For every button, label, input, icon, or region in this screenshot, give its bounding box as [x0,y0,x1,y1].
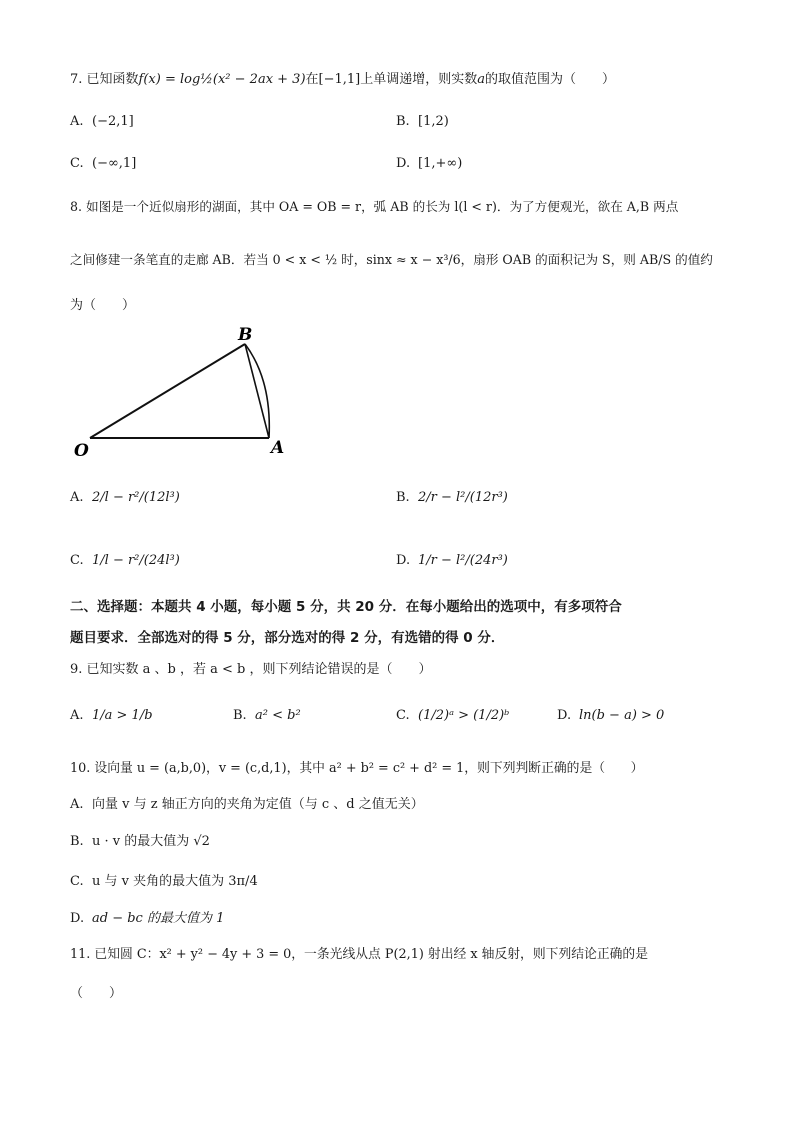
option-text: u · v 的最大值为 √2 [92,834,210,849]
option-text: (−2,1] [92,114,134,129]
option-letter: B. [396,490,410,505]
option-text: a² < b² [255,708,301,723]
q9-option-b[interactable] [233,706,301,726]
section2-heading-line2: 题目要求．全部选对的得 5 分，部分选对的得 2 分，有选错的得 0 分． [70,630,505,646]
q8-option-c[interactable] [70,551,180,571]
q7-var: a [477,72,486,87]
q7-option-d[interactable] [396,154,462,174]
q7-stem-mid: 在[−1,1]上单调递增，则实数 [305,72,478,87]
option-letter: A. [70,797,84,812]
q8-option-d[interactable] [396,551,508,571]
option-letter: C. [70,874,84,889]
q10-option-c[interactable] [70,872,258,892]
q9-option-c[interactable] [396,706,509,726]
q7-formula: f(x) = log½(x² − 2ax + 3) [138,72,306,87]
q7-option-a[interactable] [70,112,134,132]
q9-option-d[interactable] [557,706,664,726]
option-letter: B. [233,708,247,723]
q8-option-a[interactable] [70,488,180,508]
q8-stem-line1: 8. 如图是一个近似扇形的湖面，其中 OA = OB = r，弧 AB 的长为 l(l < r)．为了方便观光，欲在 A,B 两点 [70,199,679,214]
segment-ob [90,344,245,438]
q7-stem [70,70,615,90]
option-text: 1/r − l²/(24r³) [418,553,508,568]
point-b-label: B [238,325,253,345]
option-text: ln(b − a) > 0 [579,708,665,723]
option-text: (1/2)ᵃ > (1/2)ᵇ [418,708,510,723]
q10-stem: 10. 设向量 u = (a,b,0)，v = (c,d,1)，其中 a² + b² = c² + d² = 1，则下列判断正确的是（ ） [70,761,644,776]
q11-paren: （ ） [70,986,123,1001]
q8-stem-line3: 为（ ） [70,298,136,313]
q8-option-b[interactable] [396,488,508,508]
q7-option-c[interactable] [70,154,136,174]
q8-stem-line2: 之间修建一条笔直的走廊 AB．若当 0 < x < ½ 时，sinx ≈ x − x³/6，扇形 OAB 的面积记为 S，则 AB/S 的值约 [70,252,713,267]
point-o-label: O [74,441,89,461]
option-text: 2/l − r²/(12l³) [92,490,180,505]
option-letter: D. [70,911,85,926]
option-letter: C. [396,708,410,723]
option-letter: A. [70,708,84,723]
point-a-label: A [271,438,285,458]
q9-stem: 9. 已知实数 a 、b ，若 a < b ，则下列结论错误的是（ ） [70,662,432,677]
option-text: u 与 v 夹角的最大值为 3π/4 [92,874,258,889]
q7-option-b[interactable] [396,112,449,132]
option-letter: D. [396,553,411,568]
option-letter: A. [70,114,84,129]
q11-stem: 11. 已知圆 C：x² + y² − 4y + 3 = 0，一条光线从点 P(2,1) 射出经 x 轴反射，则下列结论正确的是 [70,947,649,962]
q9-option-a[interactable] [70,706,153,726]
q10-option-a[interactable] [70,795,424,815]
option-letter: D. [396,156,411,171]
option-text: [1,2) [418,114,449,129]
option-letter: D. [557,708,572,723]
q10-option-d[interactable] [70,909,224,929]
q7-stem-prefix: 7. 已知函数 [70,72,139,87]
option-text: ad − bc 的最大值为 1 [92,911,225,926]
option-text: 1/a > 1/b [92,708,153,723]
option-letter: A. [70,490,84,505]
sector-figure [60,320,300,465]
section2-heading-line1: 二、选择题：本题共 4 小题，每小题 5 分，共 20 分．在每小题给出的选项中，有多项符合 [70,599,622,615]
option-letter: B. [70,834,84,849]
option-text: 向量 v 与 z 轴正方向的夹角为定值（与 c 、d 之值无关） [92,797,424,812]
option-letter: C. [70,553,84,568]
option-text: [1,+∞) [418,156,463,171]
q10-option-b[interactable] [70,832,210,852]
option-text: 2/r − l²/(12r³) [418,490,508,505]
q7-stem-suffix: 的取值范围为（ ） [485,72,616,87]
option-text: (−∞,1] [92,156,137,171]
option-letter: C. [70,156,84,171]
option-text: 1/l − r²/(24l³) [92,553,180,568]
option-letter: B. [396,114,410,129]
